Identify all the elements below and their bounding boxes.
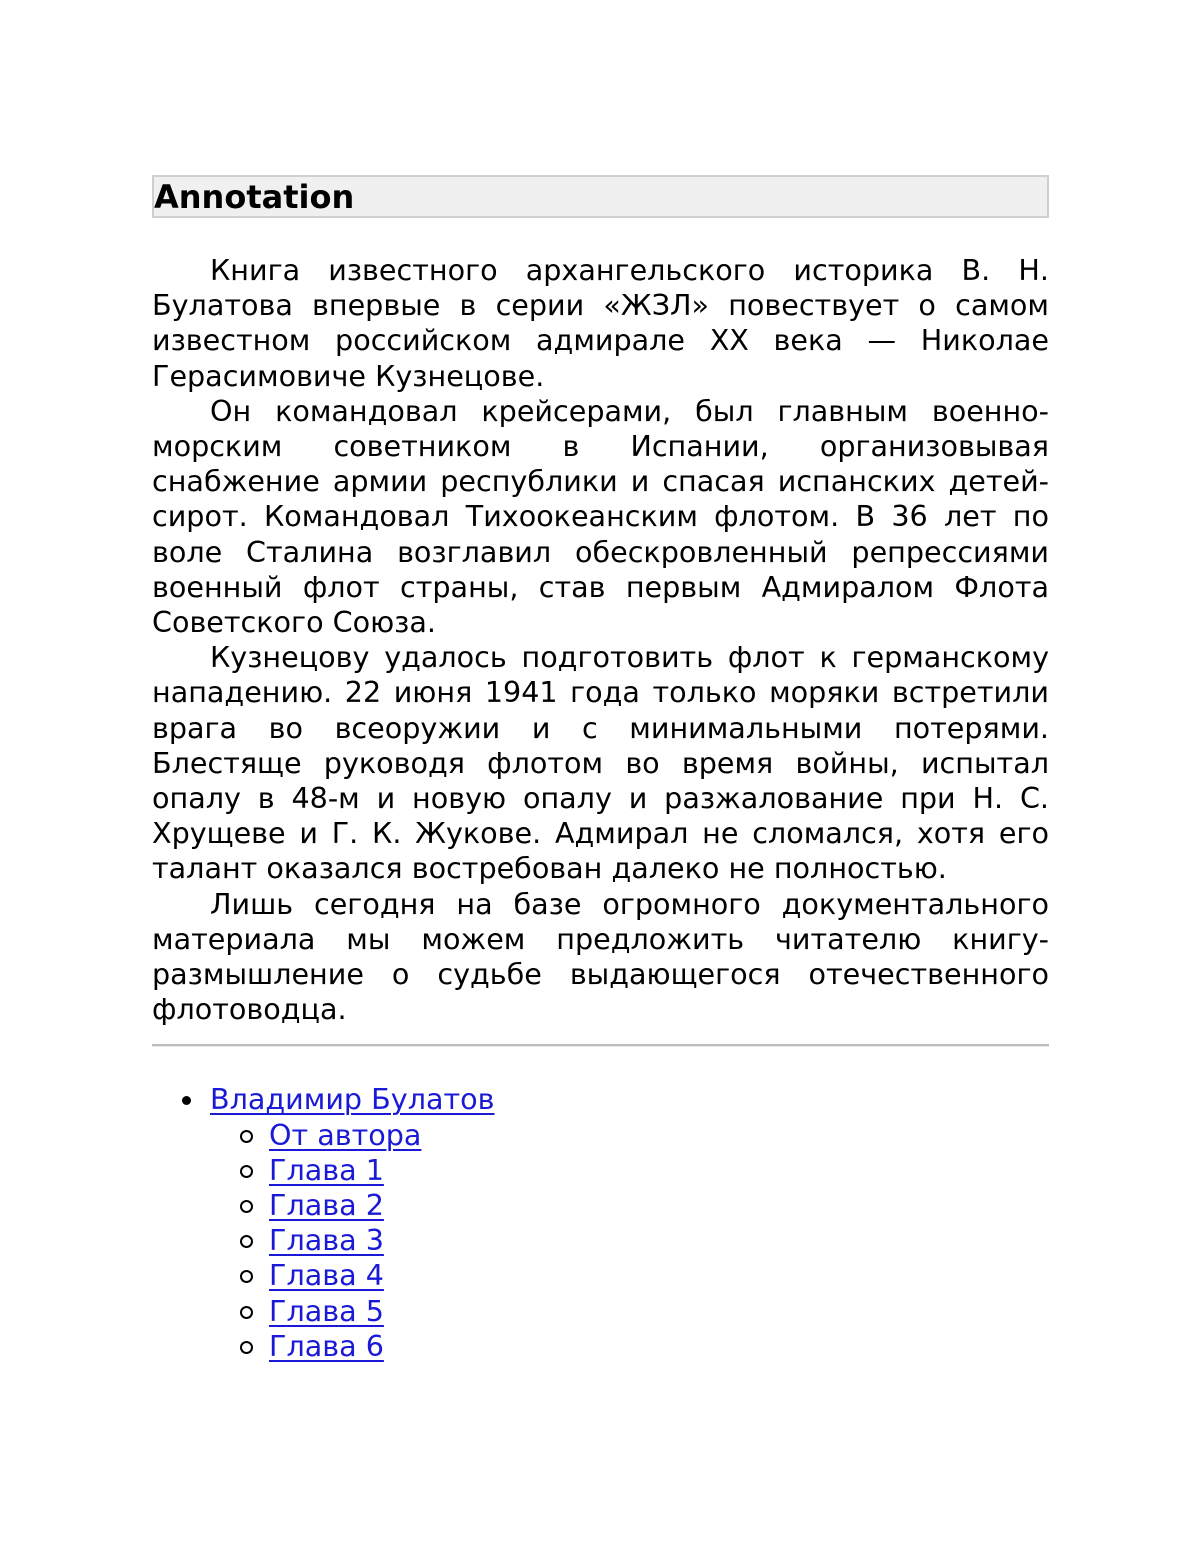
circle-bullet-icon <box>240 1130 253 1143</box>
section-divider <box>152 1044 1049 1047</box>
toc-chapter-item <box>210 1188 1049 1223</box>
toc-link-chapter-5[interactable]: Глава 5 <box>269 1293 384 1328</box>
toc-chapter-item <box>210 1329 1049 1364</box>
toc-chapter-item <box>210 1153 1049 1188</box>
table-of-contents <box>152 1082 1049 1364</box>
toc-chapter-item <box>210 1294 1049 1329</box>
toc-link-chapter-3[interactable]: Глава 3 <box>269 1223 384 1258</box>
toc-chapter-item <box>210 1223 1049 1258</box>
toc-chapter-list <box>210 1118 1049 1364</box>
toc-author-item <box>152 1082 1049 1364</box>
circle-bullet-icon <box>240 1341 253 1354</box>
annotation-paragraph: Лишь сегодня на базе огромного документального материала мы можем предложить читателю книгу-размышление о судьбе выдающегося отечественного флотоводца. <box>152 886 1049 1027</box>
toc-chapter-item <box>210 1118 1049 1153</box>
circle-bullet-icon <box>240 1270 253 1283</box>
annotation-paragraph: Книга известного архангельского историка В. Н. Булатова впервые в серии «ЖЗЛ» повествует о самом известном российском адмирале XX века — Николае Герасимовиче Кузнецове. <box>152 253 1049 393</box>
toc-link-chapter-1[interactable]: Глава 1 <box>269 1152 384 1187</box>
toc-link-author[interactable]: Владимир Булатов <box>210 1082 495 1117</box>
document-page <box>152 175 1049 1364</box>
circle-bullet-icon <box>240 1165 253 1178</box>
disc-bullet-icon <box>182 1096 191 1105</box>
circle-bullet-icon <box>240 1235 253 1248</box>
toc-link-foreword[interactable]: От автора <box>269 1117 422 1152</box>
circle-bullet-icon <box>240 1200 253 1213</box>
toc-chapter-item <box>210 1258 1049 1293</box>
annotation-heading: Annotation <box>152 175 1049 218</box>
annotation-body <box>152 253 1049 1027</box>
annotation-paragraph: Кузнецову удалось подготовить флот к германскому нападению. 22 июня 1941 года только моряки встретили врага во всеоружии и с минимальными потерями. Блестяще руководя флотом во время войны, испытал опалу в 48-м и новую опалу и разжалование при Н. С. Хрущеве и Г. К. Жукове. Адмирал не сломался, хотя его талант оказался востребован далеко не полностью. <box>152 640 1049 886</box>
toc-link-chapter-2[interactable]: Глава 2 <box>269 1188 384 1223</box>
annotation-paragraph: Он командовал крейсерами, был главным военно-морским советником в Испании, организовывая снабжение армии республики и спасая испанских детей-сирот. Командовал Тихоокеанским флотом. В 36 лет по воле Сталина возглавил обескровленный репрессиями военный флот страны, став первым Адмиралом Флота Советского Союза. <box>152 393 1049 640</box>
toc-link-chapter-6[interactable]: Глава 6 <box>269 1328 384 1363</box>
toc-link-chapter-4[interactable]: Глава 4 <box>269 1258 384 1293</box>
circle-bullet-icon <box>240 1306 253 1319</box>
